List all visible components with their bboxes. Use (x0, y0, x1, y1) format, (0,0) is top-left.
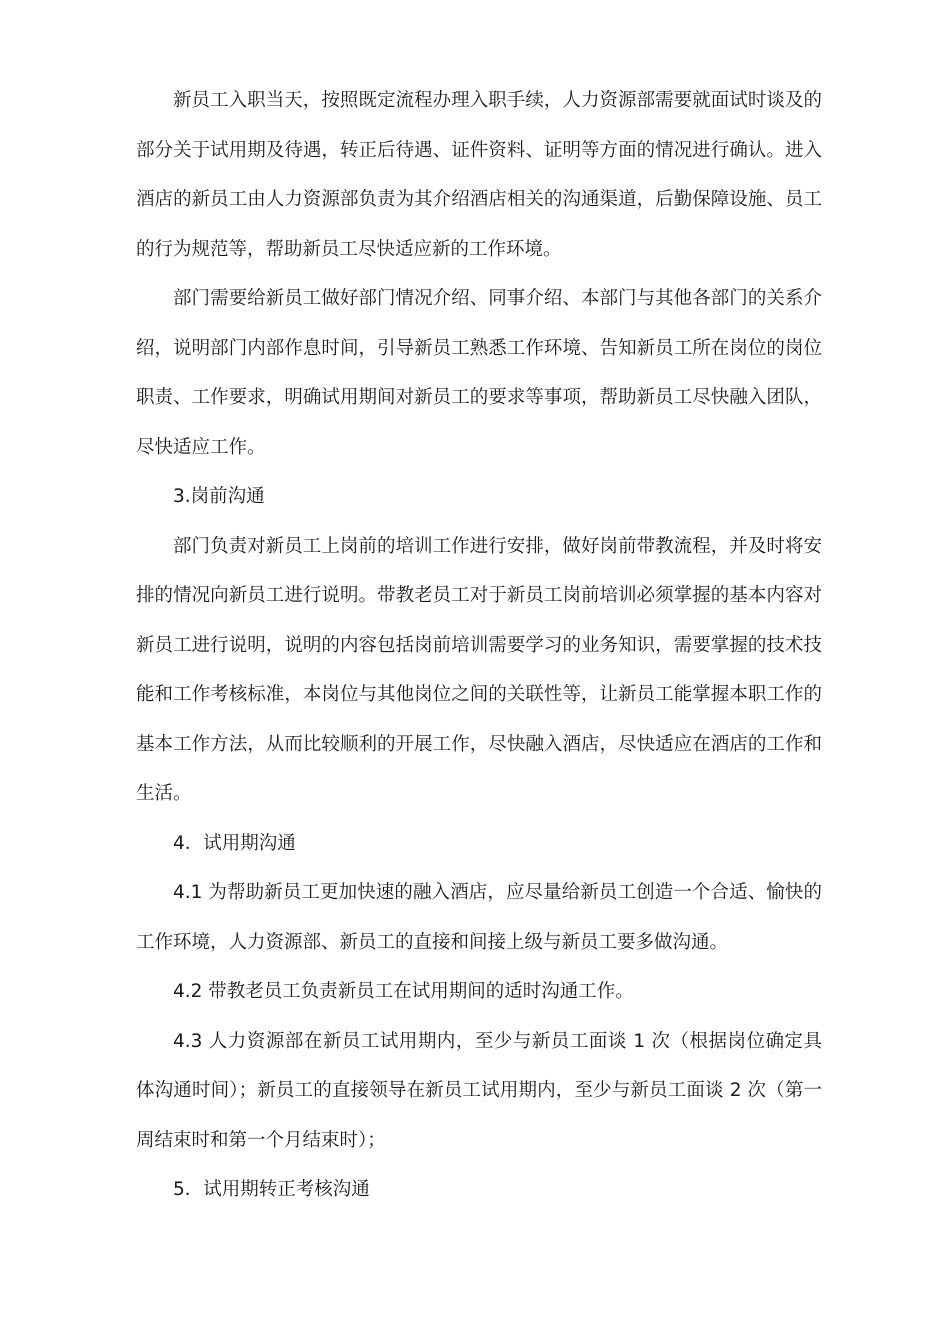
document-body (136, 76, 822, 1215)
section-heading-probation-review: 5．试用期转正考核沟通 (173, 1179, 370, 1200)
paragraph-item-4-3: 4.3 人力资源部在新员工试用期内，至少与新员工面谈 1 次（根据岗位确定具体沟通时间）；新员工的直接领导在新员工试用期内，至少与新员工面谈 2 次（第一周结束时和第一个月结束时）； (136, 1030, 822, 1151)
paragraph-item-4-1: 4.1 为帮助新员工更加快速的融入酒店，应尽量给新员工创造一个合适、愉快的工作环境，人力资源部、新员工的直接和间接上级与新员工要多做沟通。 (136, 882, 822, 953)
section-heading-probation-communication: 4．试用期沟通 (173, 832, 296, 854)
paragraph-pre-job-training: 部门负责对新员工上岗前的培训工作进行安排，做好岗前带教流程，并及时将安排的情况向新员工进行说明。带教老员工对于新员工岗前培训必须掌握的基本内容对新员工进行说明，说明的内容包括岗前培训需要学习的业务知识，需要掌握的技术技能和工作考核标准，本岗位与其他岗位之间的关联性等，让新员工能掌握本职工作的基本工作方法，从而比较顺利的开展工作，尽快融入酒店，尽快适应在酒店的工作和生活。 (136, 535, 822, 804)
paragraph-onboarding-day: 新员工入职当天，按照既定流程办理入职手续，人力资源部需要就面试时谈及的部分关于试用期及待遇，转正后待遇、证件资料、证明等方面的情况进行确认。进入酒店的新员工由人力资源部负责为其介绍酒店相关的沟通渠道，后勤保障设施、员工的行为规范等，帮助新员工尽快适应新的工作环境。 (136, 90, 822, 260)
section-heading-pre-job-communication: 3.岗前沟通 (173, 486, 265, 507)
paragraph-item-4-2: 4.2 带教老员工负责新员工在试用期间的适时沟通工作。 (173, 981, 634, 1002)
paragraph-department-intro: 部门需要给新员工做好部门情况介绍、同事介绍、本部门与其他各部门的关系介绍，说明部门内部作息时间，引导新员工熟悉工作环境、告知新员工所在岗位的岗位职责、工作要求，明确试用期间对新员工的要求等事项，帮助新员工尽快融入团队，尽快适应工作。 (136, 288, 822, 458)
